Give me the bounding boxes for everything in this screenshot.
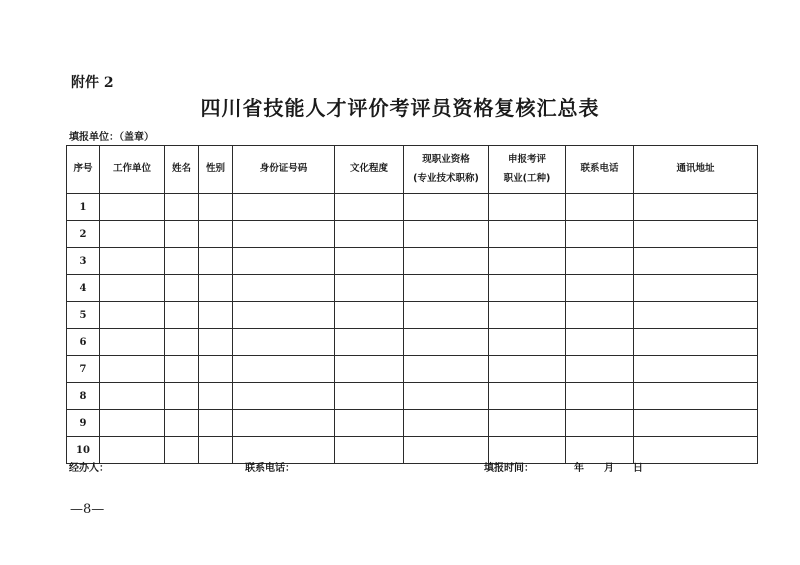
table-cell	[199, 194, 233, 221]
table-cell	[335, 356, 404, 383]
header-serial-number: 序号	[67, 146, 100, 194]
table-cell	[100, 437, 165, 464]
row-number: 9	[67, 410, 100, 437]
row-number: 1	[67, 194, 100, 221]
table-cell	[100, 194, 165, 221]
phone-label: 联系电话：	[245, 463, 295, 474]
table-cell	[566, 221, 634, 248]
table-cell	[566, 302, 634, 329]
table-cell	[100, 383, 165, 410]
table-cell	[404, 437, 489, 464]
table-cell	[634, 437, 758, 464]
table-cell	[634, 410, 758, 437]
day-label: 日	[633, 463, 643, 474]
row-number: 2	[67, 221, 100, 248]
year-label: 年	[574, 463, 584, 474]
table-cell	[404, 329, 489, 356]
date-label: 填报时间：	[484, 463, 534, 474]
table-cell	[199, 383, 233, 410]
table-cell	[233, 275, 335, 302]
table-cell	[165, 221, 199, 248]
summary-table	[66, 145, 758, 464]
table-cell	[335, 221, 404, 248]
table-cell	[404, 194, 489, 221]
table-cell	[404, 221, 489, 248]
handler-label: 经办人：	[69, 463, 109, 474]
table-cell	[634, 383, 758, 410]
table-cell	[165, 275, 199, 302]
table-cell	[634, 248, 758, 275]
page-number: —8—	[70, 502, 105, 517]
table-cell	[566, 383, 634, 410]
table-cell	[489, 329, 566, 356]
table-cell	[335, 275, 404, 302]
table-cell	[335, 194, 404, 221]
table-cell	[335, 302, 404, 329]
table-row	[67, 248, 758, 275]
header-current-qualification: 现职业资格 (专业技术职称)	[404, 146, 489, 194]
table-cell	[199, 356, 233, 383]
table-row	[67, 383, 758, 410]
row-number: 7	[67, 356, 100, 383]
table-cell	[634, 194, 758, 221]
table-cell	[634, 302, 758, 329]
table-cell	[199, 302, 233, 329]
table-cell	[100, 356, 165, 383]
table-header-row	[67, 146, 758, 194]
table-cell	[100, 221, 165, 248]
table-cell	[100, 302, 165, 329]
table-cell	[489, 221, 566, 248]
table-row	[67, 356, 758, 383]
table-cell	[165, 437, 199, 464]
table-cell	[489, 410, 566, 437]
table-cell	[404, 248, 489, 275]
table-cell	[165, 302, 199, 329]
table-cell	[566, 329, 634, 356]
header-gender: 性别	[199, 146, 233, 194]
table-cell	[404, 410, 489, 437]
fill-unit-label: 填报单位：（盖章）	[69, 132, 154, 143]
table-cell	[634, 221, 758, 248]
table-cell	[566, 356, 634, 383]
table-cell	[199, 437, 233, 464]
table-cell	[100, 248, 165, 275]
table-cell	[199, 329, 233, 356]
header-contact-phone: 联系电话	[566, 146, 634, 194]
table-cell	[100, 275, 165, 302]
table-cell	[165, 248, 199, 275]
header-id-number: 身份证号码	[233, 146, 335, 194]
table-cell	[165, 383, 199, 410]
header-name: 姓名	[165, 146, 199, 194]
table-cell	[233, 356, 335, 383]
table-cell	[233, 329, 335, 356]
table-row	[67, 275, 758, 302]
table-row	[67, 329, 758, 356]
table-cell	[566, 248, 634, 275]
table-cell	[165, 194, 199, 221]
table-cell	[404, 275, 489, 302]
table-cell	[199, 410, 233, 437]
row-number: 4	[67, 275, 100, 302]
row-number: 6	[67, 329, 100, 356]
month-label: 月	[604, 463, 614, 474]
header-applied-occupation: 申报考评 职业(工种)	[489, 146, 566, 194]
header-work-unit: 工作单位	[100, 146, 165, 194]
table-cell	[233, 194, 335, 221]
header-address: 通讯地址	[634, 146, 758, 194]
table-cell	[100, 410, 165, 437]
table-cell	[335, 329, 404, 356]
attachment-label: 附件 2	[71, 75, 114, 91]
row-number: 5	[67, 302, 100, 329]
table-row	[67, 410, 758, 437]
table-cell	[165, 410, 199, 437]
row-number: 10	[67, 437, 100, 464]
table-cell	[233, 248, 335, 275]
table-cell	[165, 329, 199, 356]
table-cell	[404, 356, 489, 383]
page-title: 四川省技能人才评价考评员资格复核汇总表	[200, 96, 600, 120]
table-cell	[165, 356, 199, 383]
table-row	[67, 221, 758, 248]
table-cell	[566, 194, 634, 221]
table-row	[67, 437, 758, 464]
table-cell	[634, 275, 758, 302]
table-cell	[404, 383, 489, 410]
table-cell	[335, 248, 404, 275]
table-cell	[100, 329, 165, 356]
table-cell	[335, 410, 404, 437]
table-cell	[335, 383, 404, 410]
table-cell	[634, 356, 758, 383]
table-cell	[566, 275, 634, 302]
table-cell	[233, 383, 335, 410]
table-cell	[335, 437, 404, 464]
table-cell	[489, 356, 566, 383]
table-cell	[404, 302, 489, 329]
table-cell	[199, 221, 233, 248]
table-cell	[489, 248, 566, 275]
table-cell	[233, 302, 335, 329]
table-cell	[233, 410, 335, 437]
row-number: 8	[67, 383, 100, 410]
header-education: 文化程度	[335, 146, 404, 194]
table-cell	[233, 221, 335, 248]
table-row	[67, 194, 758, 221]
table-cell	[489, 194, 566, 221]
table-cell	[566, 410, 634, 437]
table-cell	[489, 383, 566, 410]
table-cell	[489, 302, 566, 329]
table-cell	[489, 275, 566, 302]
table-row	[67, 302, 758, 329]
row-number: 3	[67, 248, 100, 275]
table-cell	[634, 329, 758, 356]
table-cell	[199, 275, 233, 302]
table-cell	[199, 248, 233, 275]
